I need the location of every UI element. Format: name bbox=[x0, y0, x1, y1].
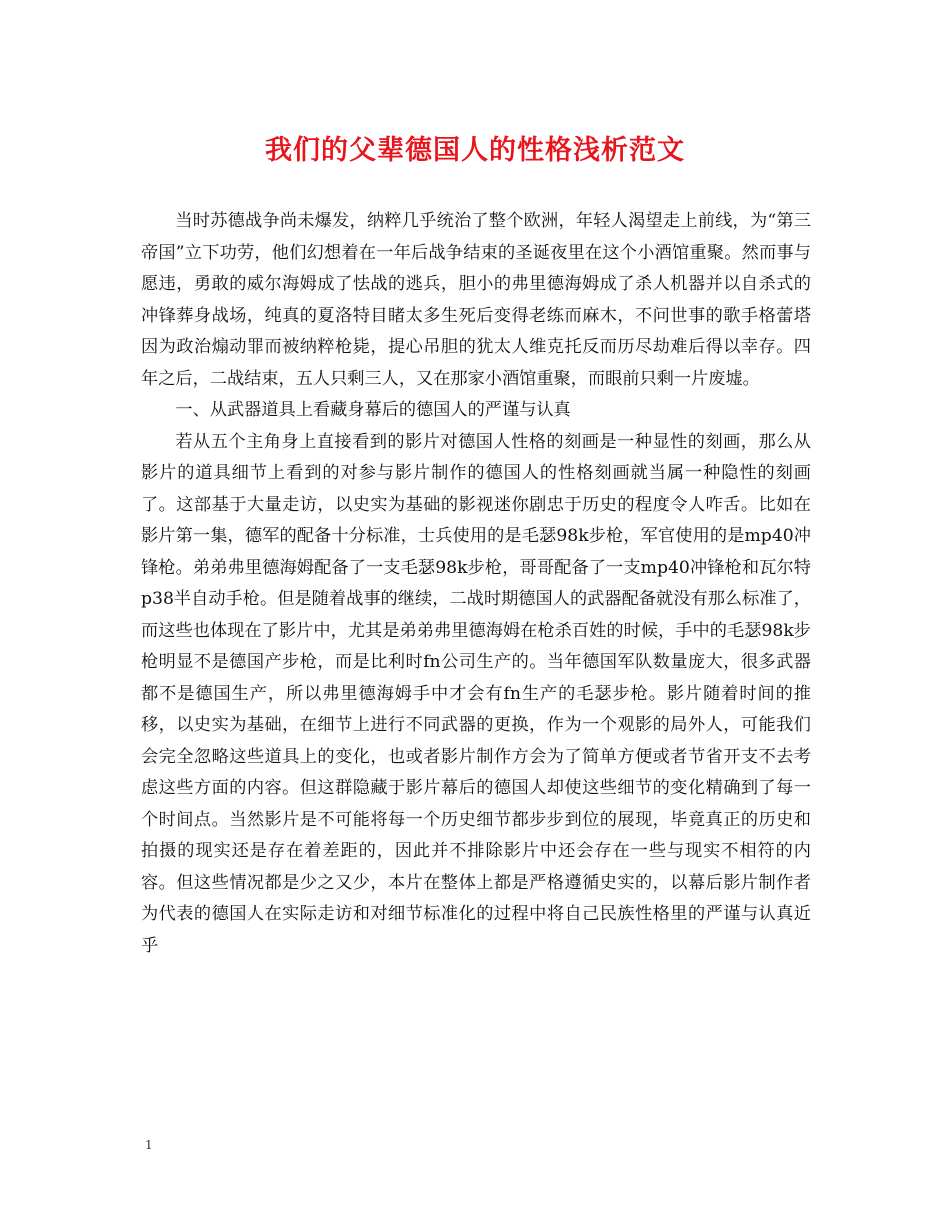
paragraph-intro: 当时苏德战争尚未爆发，纳粹几乎统治了整个欧洲，年轻人渴望走上前线，为“第三帝国”立下功劳，他们幻想着在一年后战争结束的圣诞夜里在这个小酒馆重聚。然而事与愿违，勇敢的威尔海姆成了怯战的逃兵，胆小的弗里德海姆成了杀人机器并以自杀式的冲锋葬身战场，纯真的夏洛特目睹太多生死后变得老练而麻木，不问世事的歌手格蕾塔因为政治煽动罪而被纳粹枪毙，提心吊胆的犹太人维克托反而历尽劫难后得以幸存。四年之后，二战结束，五人只剩三人，又在那家小酒馆重聚，而眼前只剩一片废墟。 bbox=[141, 211, 811, 389]
page-title: 我们的父辈德国人的性格浅析范文 bbox=[265, 135, 685, 166]
page-number: 1 bbox=[145, 1138, 153, 1152]
paragraph-weapons: 若从五个主角身上直接看到的影片对德国人性格的刻画是一种显性的刻画，那么从影片的道具细节上看到的对参与影片制作的德国人的性格刻画就当属一种隐性的刻画了。这部基于大量走访，以史实为基础的影视迷你剧忠于历史的程度令人咋舌。比如在影片第一集，德军的配备十分标准，士兵使用的是毛瑟98k步枪，军官使用的是mp40冲锋枪。弟弟弗里德海姆配备了一支毛瑟98k步枪，哥哥配备了一支mp40冲锋枪和瓦尔特p38半自动手枪。但是随着战事的继续，二战时期德国人的武器配备就没有那么标准了，而这些也体现在了影片中，尤其是弟弟弗里德海姆在枪杀百姓的时候，手中的毛瑟98k步枪明显不是德国产步枪，而是比利时fn公司生产的。当年德国军队数量庞大，很多武器都不是德国生产，所以弗里德海姆手中才会有fn生产的毛瑟步枪。影片随着时间的推移，以史实为基础，在细节上进行不同武器的更换，作为一个观影的局外人，可能我们会完全忽略这些道具上的变化，也或者影片制作方会为了简单方便或者节省开支不去考虑这些方面的内容。但这群隐藏于影片幕后的德国人却使这些细节的变化精确到了每一个时间点。当然影片是不可能将每一个历史细节都步步到位的展现，毕竟真正的历史和拍摄的现实还是存在着差距的，因此并不排除影片中还会存在一些与现实不相符的内容。但这些情况都是少之又少，本片在整体上都是严格遵循史实的，以幕后影片制作者为代表的德国人在实际走访和对细节标准化的过程中将自己民族性格里的严谨与认真近乎 bbox=[141, 431, 811, 956]
section-heading: 一、从武器道具上看藏身幕后的德国人的严谨与认真 bbox=[175, 400, 571, 420]
document-body bbox=[141, 206, 811, 962]
